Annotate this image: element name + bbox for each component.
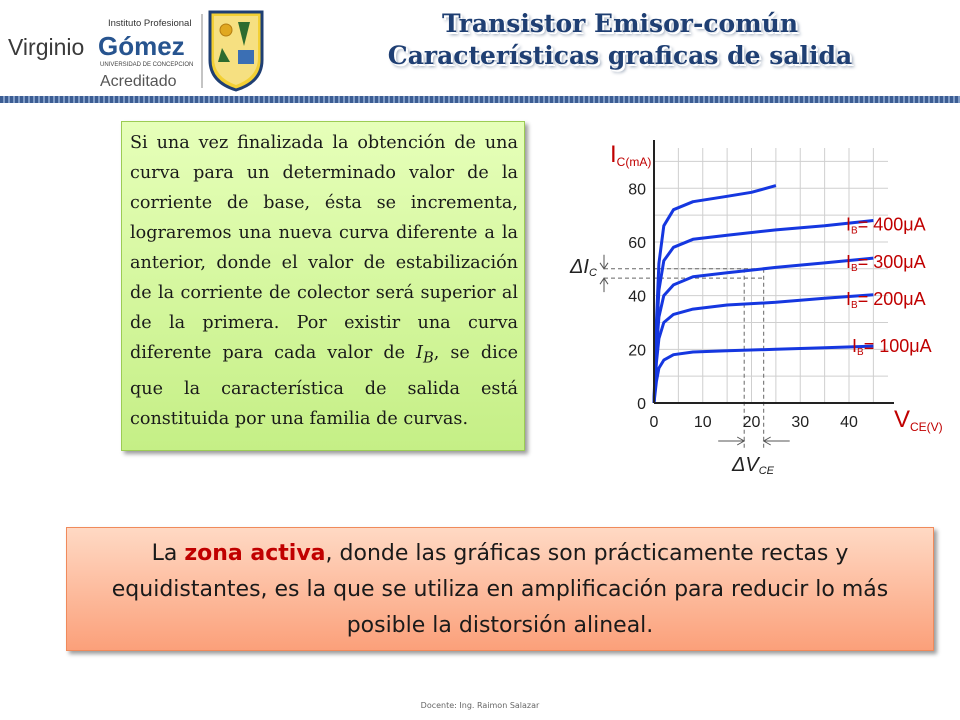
delta-vce-arrow-right [718,437,744,445]
title-line-2: Características graficas de salida [387,41,853,70]
active-zone-note [66,527,934,651]
logo-line-2b: Gómez [98,31,185,61]
y-tick-label: 40 [628,288,646,306]
curve-label: IB= 300μA [846,252,926,275]
x-tick-label: 40 [840,414,858,431]
y-axis-label: $I_{C(mA)}$ [610,141,652,169]
footer-credit: Docente: Ing. Raimon Salazar [420,701,540,710]
header-divider [0,96,960,103]
curves [654,186,932,403]
x-tick-label: 10 [693,414,712,431]
delta-annotations [569,255,790,477]
paragraph-text-end: , se dice que la característica de salida está constituida por una familia de curvas. [130,343,519,429]
curve-label: IB= 100μA [852,336,932,359]
explanation-box [121,121,525,451]
curve-label: IB= 400μA [846,214,926,237]
y-tick-label: 60 [628,234,646,252]
curve-label: IB= 200μA [846,288,926,311]
curve-series-5 [654,186,776,403]
x-tick-label: 20 [742,414,761,431]
y-tick-label: 80 [628,181,646,199]
note-text: , donde las gráficas son prácticamente rectas y equidistantes, es la que se utiliza en amplificación para reducir lo más posible la distorsión alineal. [111,541,889,638]
logo-line-3: UNIVERSIDAD DE CONCEPCION [100,62,194,68]
delta-ic-label: ΔIC [570,255,597,279]
slide-title [300,8,940,72]
logo-line-2a: Virginio [8,34,85,60]
title-line-1: Transistor Emisor-común [441,9,799,38]
ib-subscript: B [423,349,434,367]
y-tick-label: 20 [628,342,646,360]
paragraph-text: Si una vez finalizada la obtención de una curva para un determinado valor de la corriente de base, ésta se incrementa, lograremos una nueva curva diferente a la anterior, donde el valor de estabilización de la corriente de colector será superior al de la primera. Por existir una curva diferente para cada valor de [130,133,518,363]
y-tick-label: 0 [637,396,646,413]
x-tick-label: 30 [791,414,810,431]
delta-vce-arrow-left [764,437,790,445]
institution-logo [0,0,270,95]
note-highlight: zona activa [184,541,326,566]
shield-icon [210,12,262,90]
delta-ic-arrow-up [600,278,608,292]
x-axis-label: $V_{CE(V)}$ [894,406,943,434]
delta-vce-label: ΔVCE [731,454,774,477]
output-characteristics-chart [562,128,954,480]
logo-line-4: Acreditado [100,73,177,90]
ib-symbol: I [416,343,423,363]
delta-ic-arrow-down [600,255,608,269]
logo-line-1: Instituto Profesional [108,18,192,29]
x-tick-label: 0 [649,414,659,431]
note-prefix: La [151,541,185,566]
